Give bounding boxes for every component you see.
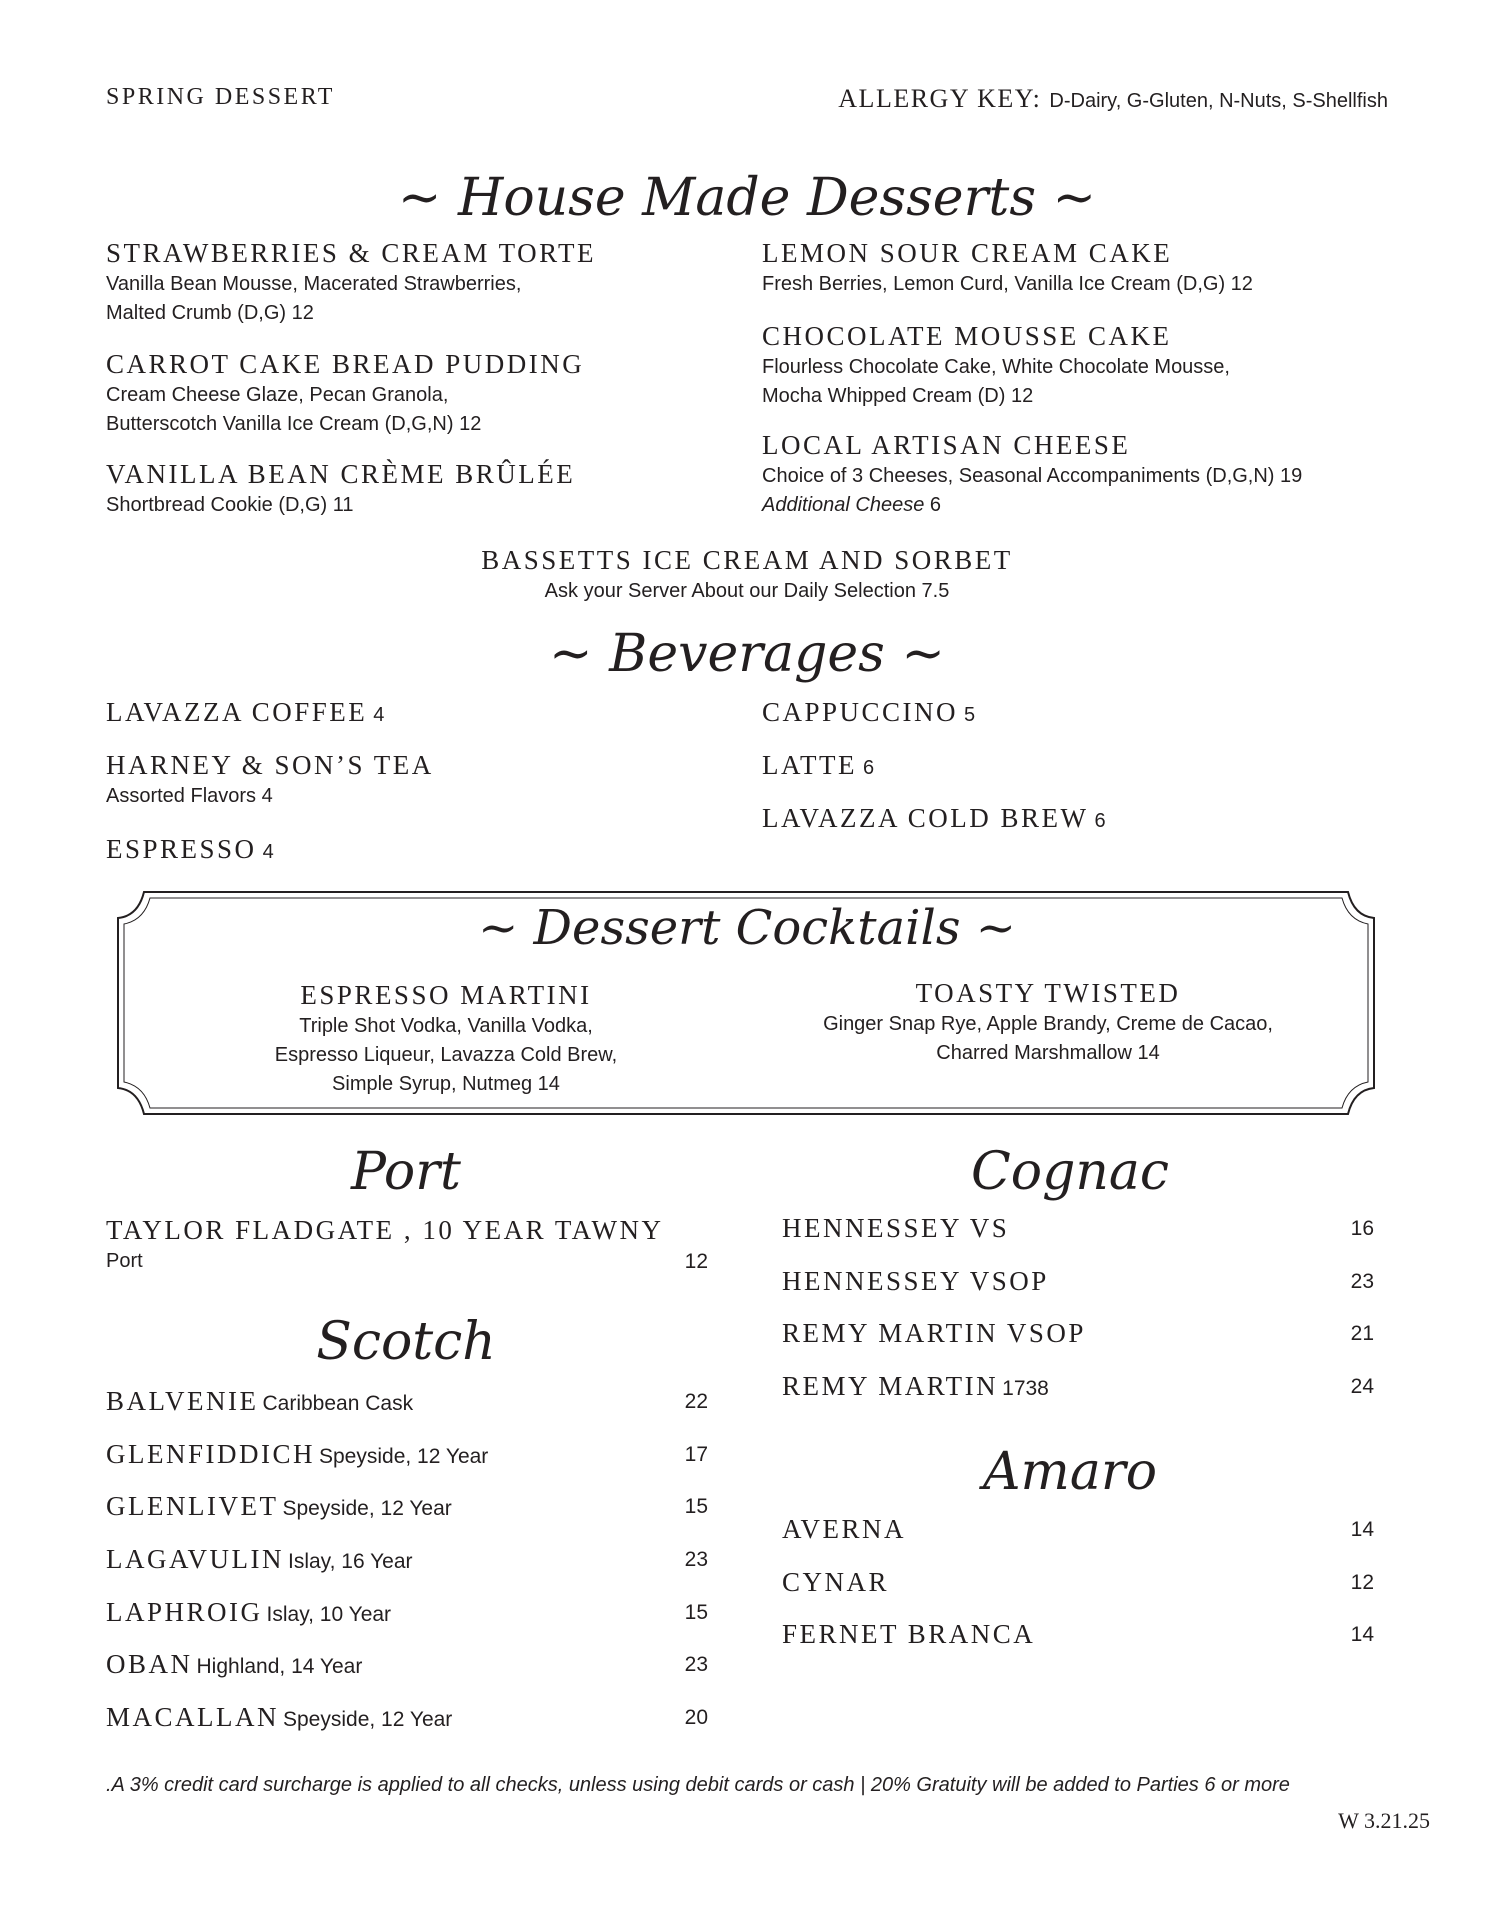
- cognac-hennessey-vs-price: 16: [1350, 1217, 1374, 1240]
- item-extra: [762, 491, 1302, 520]
- item-detail: Highland, 14 Year: [196, 1655, 363, 1678]
- item-name: CAPPUCCINO: [762, 697, 959, 727]
- item-name: AVERNA: [782, 1514, 907, 1544]
- item-name: BALVENIE: [106, 1386, 259, 1416]
- dessert-lemon-sour-cream-cake: [762, 236, 1253, 299]
- item-description: Cream Cheese Glaze, Pecan Granola,: [106, 384, 449, 406]
- cognac-title: Cognac: [971, 1142, 1169, 1202]
- scotch-laphroig-price: 15: [684, 1601, 708, 1624]
- item-description: Port: [106, 1250, 143, 1272]
- allergy-key-values: D-Dairy, G-Gluten, N-Nuts, S-Shellfish: [1049, 90, 1388, 112]
- item-name: HENNESSEY VS: [782, 1213, 1010, 1243]
- port-title: Port: [351, 1142, 461, 1202]
- beverage-latte: [762, 748, 874, 782]
- amaro-averna-price: 14: [1350, 1518, 1374, 1541]
- item-detail: 1738: [1002, 1377, 1049, 1400]
- cognac-hennessey-vsop-price: 23: [1350, 1270, 1374, 1293]
- item-name: REMY MARTIN: [782, 1371, 999, 1401]
- item-price: 5: [964, 704, 976, 726]
- cognac-hennessey-vsop: [782, 1266, 1049, 1297]
- item-name: HENNESSEY VSOP: [782, 1266, 1049, 1296]
- amaro-cynar: [782, 1567, 889, 1598]
- allergy-key-label: ALLERGY KEY:: [838, 84, 1042, 113]
- item-name: GLENLIVET: [106, 1491, 279, 1521]
- cognac-remy-martin-1738: [782, 1371, 1049, 1402]
- dessert-cocktails-title: ~ Dessert Cocktails ~: [478, 900, 1016, 956]
- item-detail: Speyside, 12 Year: [319, 1445, 489, 1468]
- cocktail-toasty-twisted: [808, 976, 1288, 1068]
- item-name: TOASTY TWISTED: [915, 978, 1181, 1008]
- menu-season-label: SPRING DESSERT: [106, 84, 335, 110]
- cognac-remy-martin-vsop-price: 21: [1350, 1322, 1374, 1345]
- amaro-title: Amaro: [982, 1442, 1158, 1502]
- cocktail-espresso-martini: [206, 978, 686, 1099]
- cognac-remy-martin-1738-price: 24: [1350, 1375, 1374, 1398]
- dessert-carrot-cake-bread-pudding: [106, 347, 584, 439]
- scotch-balvenie-price: 22: [684, 1390, 708, 1413]
- item-description: Assorted Flavors 4: [106, 785, 273, 807]
- item-name: GLENFIDDICH: [106, 1439, 315, 1469]
- item-price: 4: [262, 841, 274, 863]
- item-name: VANILLA BEAN CRÈME BRÛLÉE: [106, 459, 576, 489]
- item-name: HARNEY & SON’S TEA: [106, 750, 434, 780]
- item-detail: Islay, 10 Year: [266, 1603, 392, 1626]
- port-taylor-fladgate: [106, 1213, 664, 1276]
- cognac-remy-martin-vsop: [782, 1318, 1086, 1349]
- dessert-bassetts-ice-cream: [0, 543, 1494, 606]
- scotch-macallan: [106, 1702, 452, 1733]
- house-made-desserts-title: ~ House Made Desserts ~: [397, 168, 1097, 228]
- scotch-balvenie: [106, 1386, 413, 1417]
- item-detail: Caribbean Cask: [262, 1392, 414, 1415]
- beverage-harney-tea: [106, 748, 434, 811]
- item-name: MACALLAN: [106, 1702, 279, 1732]
- scotch-glenfiddich: [106, 1439, 488, 1470]
- item-price: 6: [862, 757, 875, 779]
- item-name: ESPRESSO MARTINI: [300, 980, 592, 1010]
- item-description: Triple Shot Vodka, Vanilla Vodka,: [299, 1015, 593, 1037]
- item-price: 4: [373, 704, 385, 726]
- scotch-macallan-price: 20: [684, 1706, 708, 1729]
- item-detail: Speyside, 12 Year: [283, 1708, 453, 1731]
- item-name: BASSETTS ICE CREAM AND SORBET: [481, 545, 1013, 575]
- item-name: LEMON SOUR CREAM CAKE: [762, 238, 1173, 268]
- port-taylor-price: 12: [684, 1250, 708, 1273]
- amaro-fernet-branca: [782, 1619, 1035, 1650]
- menu-version-code: W 3.21.25: [1338, 1808, 1430, 1833]
- scotch-glenlivet-price: 15: [684, 1495, 708, 1518]
- item-name: LAGAVULIN: [106, 1544, 284, 1574]
- item-description: Vanilla Bean Mousse, Macerated Strawberries,: [106, 273, 522, 295]
- item-description: Malted Crumb (D,G) 12: [106, 302, 314, 324]
- item-description: Simple Syrup, Nutmeg 14: [332, 1073, 560, 1095]
- beverages-title: ~ Beverages ~: [549, 624, 945, 684]
- dessert-strawberries-cream-torte: [106, 236, 596, 328]
- item-name: LAVAZZA COFFEE: [106, 697, 368, 727]
- scotch-glenlivet: [106, 1491, 452, 1522]
- item-name: FERNET BRANCA: [782, 1619, 1036, 1649]
- dessert-vanilla-creme-brulee: [106, 457, 575, 520]
- scotch-laphroig: [106, 1597, 391, 1628]
- beverage-lavazza-coffee: [106, 695, 384, 729]
- item-name: CHOCOLATE MOUSSE CAKE: [762, 321, 1172, 351]
- item-price: 6: [1094, 810, 1106, 832]
- item-description: Shortbread Cookie (D,G) 11: [106, 494, 354, 516]
- item-description: Espresso Liqueur, Lavazza Cold Brew,: [274, 1044, 618, 1066]
- extra-price: 6: [929, 494, 942, 516]
- allergy-key: [838, 84, 1388, 114]
- item-name: LOCAL ARTISAN CHEESE: [762, 430, 1131, 460]
- beverage-espresso: [106, 832, 274, 866]
- item-description: Flourless Chocolate Cake, White Chocolate Mousse,: [762, 356, 1230, 378]
- dessert-chocolate-mousse-cake: [762, 319, 1230, 411]
- scotch-oban-price: 23: [684, 1653, 708, 1676]
- item-description: Charred Marshmallow 14: [936, 1042, 1160, 1064]
- extra-label: Additional Cheese: [762, 494, 925, 516]
- cognac-hennessey-vs: [782, 1213, 1009, 1244]
- item-name: LAVAZZA COLD BREW: [762, 803, 1089, 833]
- item-name: CYNAR: [782, 1567, 890, 1597]
- item-description: Ask your Server About our Daily Selection 7.5: [544, 580, 950, 602]
- scotch-lagavulin: [106, 1544, 413, 1575]
- item-name: STRAWBERRIES & CREAM TORTE: [106, 238, 597, 268]
- item-detail: Islay, 16 Year: [288, 1550, 413, 1573]
- dessert-local-artisan-cheese: [762, 428, 1302, 520]
- item-name: CARROT CAKE BREAD PUDDING: [106, 349, 585, 379]
- item-description: Mocha Whipped Cream (D) 12: [762, 385, 1034, 407]
- item-name: TAYLOR FLADGATE , 10 YEAR TAWNY: [106, 1215, 664, 1245]
- item-description: Fresh Berries, Lemon Curd, Vanilla Ice Cream (D,G) 12: [762, 273, 1253, 295]
- item-name: OBAN: [106, 1649, 193, 1679]
- amaro-averna: [782, 1514, 906, 1545]
- item-name: LATTE: [762, 750, 857, 780]
- scotch-oban: [106, 1649, 362, 1680]
- item-description: Butterscotch Vanilla Ice Cream (D,G,N) 12: [106, 413, 482, 435]
- item-name: REMY MARTIN VSOP: [782, 1318, 1086, 1348]
- scotch-lagavulin-price: 23: [684, 1548, 708, 1571]
- amaro-cynar-price: 12: [1350, 1571, 1374, 1594]
- amaro-fernet-branca-price: 14: [1350, 1623, 1374, 1646]
- item-description: Choice of 3 Cheeses, Seasonal Accompaniments (D,G,N) 19: [762, 465, 1303, 487]
- item-detail: Speyside, 12 Year: [282, 1497, 452, 1520]
- scotch-title: Scotch: [316, 1312, 496, 1372]
- scotch-glenfiddich-price: 17: [684, 1443, 708, 1466]
- surcharge-notice: .A 3% credit card surcharge is applied to all checks, unless using debit cards or cash | 20% Gratuity will be added to Parties 6 or more: [106, 1774, 1290, 1796]
- beverage-lavazza-cold-brew: [762, 801, 1106, 835]
- beverage-cappuccino: [762, 695, 975, 729]
- item-name: LAPHROIG: [106, 1597, 263, 1627]
- item-name: ESPRESSO: [106, 834, 257, 864]
- item-description: Ginger Snap Rye, Apple Brandy, Creme de Cacao,: [823, 1013, 1273, 1035]
